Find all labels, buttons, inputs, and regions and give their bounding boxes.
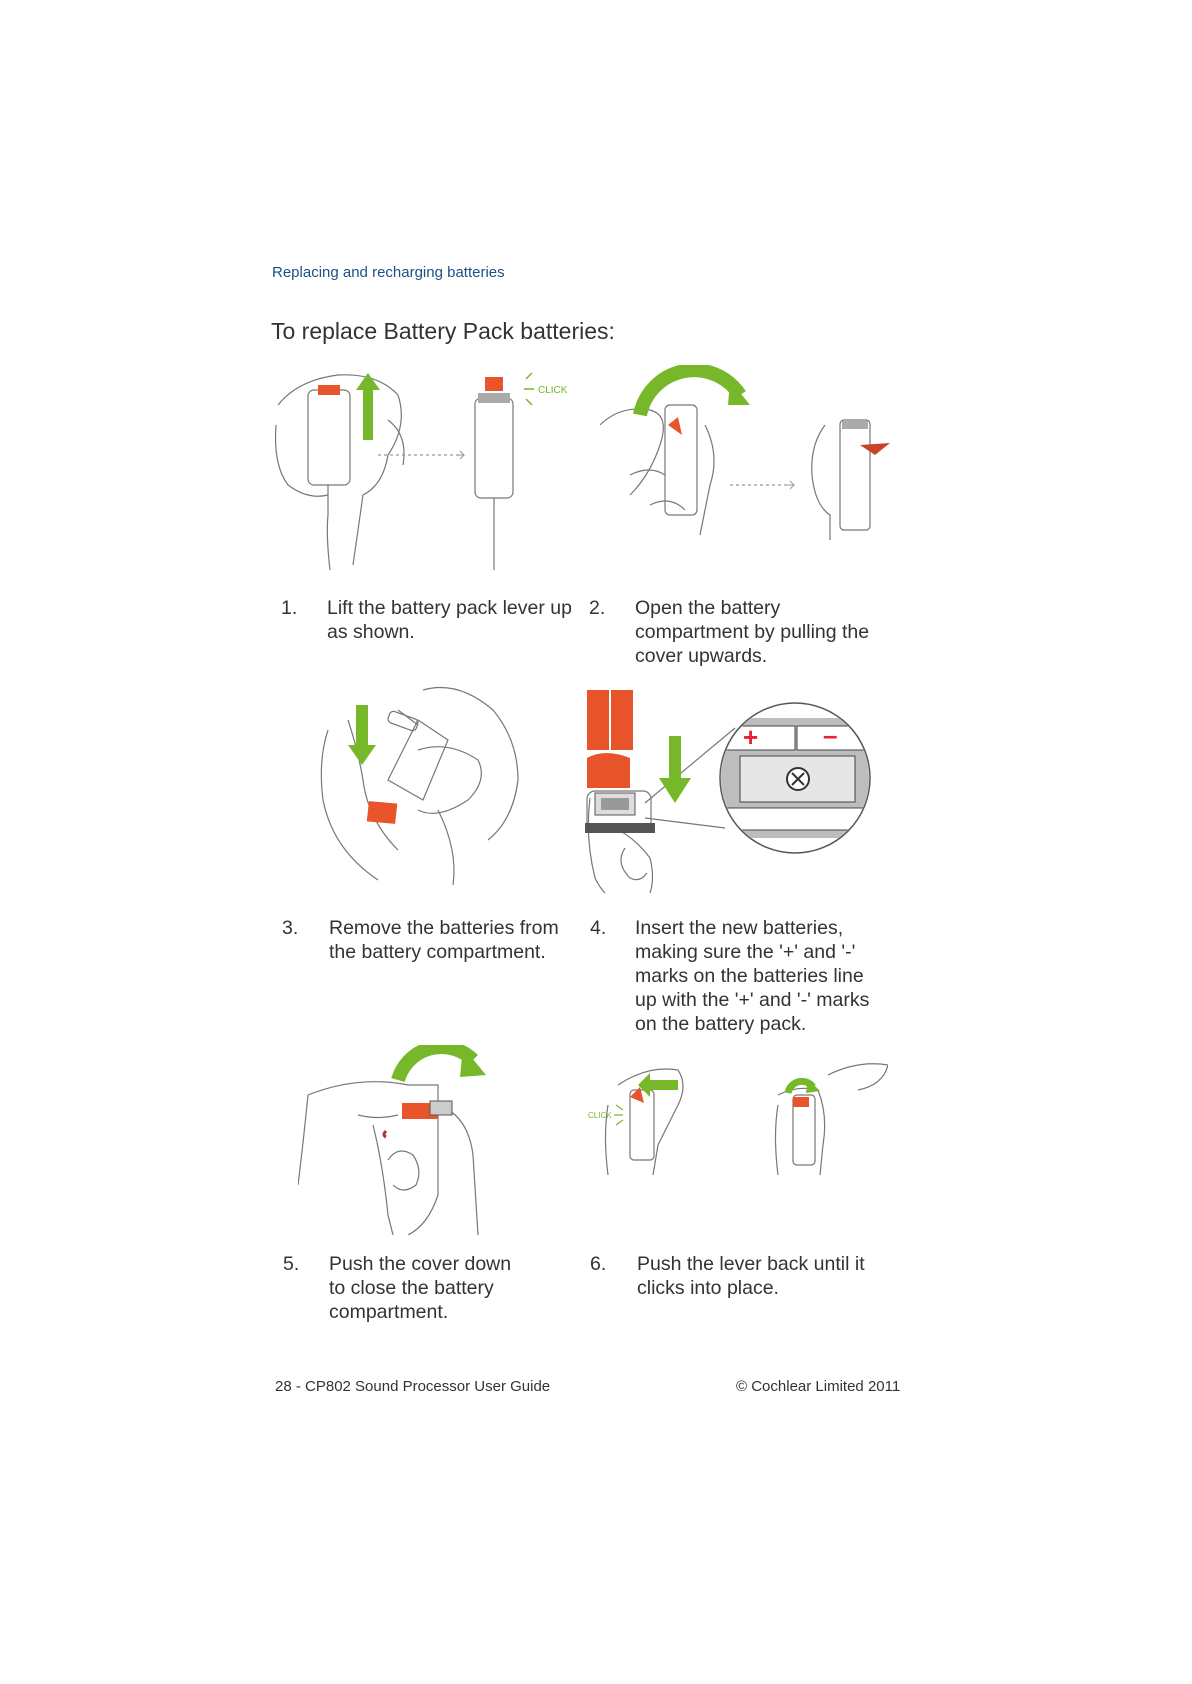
step-5 <box>283 1252 583 1324</box>
figure-lift-lever <box>268 365 578 570</box>
step-6-line-1: Push the lever back until it <box>637 1253 865 1275</box>
step-4-number: 4. <box>590 917 607 939</box>
step-1-line-2: as shown. <box>327 621 415 643</box>
section-header: Replacing and recharging batteries <box>272 264 505 281</box>
step-1-number: 1. <box>281 597 298 619</box>
page-title: To replace Battery Pack batteries: <box>271 318 615 344</box>
step-4-line-1: Insert the new batteries, <box>635 917 844 939</box>
step-5-line-1: Push the cover down <box>329 1253 512 1275</box>
step-2-line-1: Open the battery <box>635 597 781 619</box>
step-1 <box>281 596 581 644</box>
plus-mark: + <box>743 722 759 752</box>
click-label-2: CLICK <box>588 1111 612 1120</box>
step-5-line-2: to close the battery <box>329 1277 494 1299</box>
footer-page-label: 28 - CP802 Sound Processor User Guide <box>275 1378 551 1395</box>
click-label-1: CLICK <box>538 385 568 396</box>
step-3-line-1: Remove the batteries from <box>329 917 559 939</box>
step-5-line-3: compartment. <box>329 1301 449 1323</box>
step-6-number: 6. <box>590 1253 607 1275</box>
figure-push-lever <box>588 1045 888 1180</box>
step-3-number: 3. <box>282 917 299 939</box>
figure-open-compartment <box>590 365 900 545</box>
step-2-number: 2. <box>589 597 606 619</box>
step-4-line-5: on the battery pack. <box>635 1013 807 1035</box>
step-4-line-2: making sure the '+' and '-' <box>635 941 856 963</box>
step-5-number: 5. <box>283 1253 300 1275</box>
step-4-line-4: up with the '+' and '-' marks <box>635 989 870 1011</box>
step-3 <box>282 916 582 964</box>
step-2-line-2: compartment by pulling the <box>635 621 870 643</box>
minus-mark: – <box>823 720 838 750</box>
figure-insert-batteries <box>585 678 885 896</box>
footer-copyright: © Cochlear Limited 2011 <box>736 1378 901 1395</box>
step-4 <box>590 916 900 1036</box>
step-2 <box>589 596 899 668</box>
figure-close-cover <box>298 1045 518 1235</box>
step-6 <box>590 1252 900 1300</box>
step-3-line-2: the battery compartment. <box>329 941 546 963</box>
step-4-line-3: marks on the batteries line <box>635 965 864 987</box>
step-2-line-3: cover upwards. <box>635 645 768 667</box>
step-6-line-2: clicks into place. <box>637 1277 779 1299</box>
step-1-line-1: Lift the battery pack lever up <box>327 597 572 619</box>
figure-remove-batteries <box>318 680 558 890</box>
